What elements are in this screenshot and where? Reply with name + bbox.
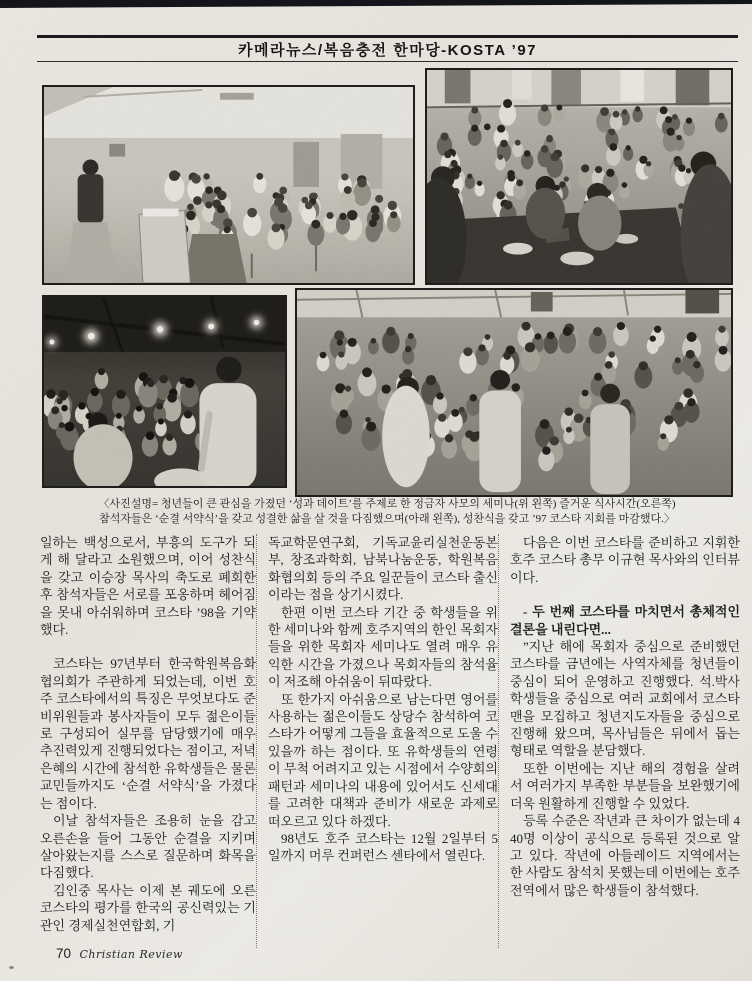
photo-caption xyxy=(34,497,740,526)
photo-seminar-top-left xyxy=(42,85,415,285)
communion-scene xyxy=(297,290,731,495)
interview-question: - 두 번째 코스타를 마치면서 총체적인 결론을 내린다면... xyxy=(510,604,740,637)
article-columns xyxy=(40,534,740,948)
photo-pledge-bottom-left xyxy=(42,295,287,488)
paragraph: 일하는 백성으로서, 부흥의 도구가 되게 해 달라고 소원했으며, 이어 성찬식을 갖고 이승장 목사의 축도로 폐회한 후 참석자들은 서로를 포옹하며 헤어짐을 못내 아쉬워하며 코스타 ’98을 기약했다. xyxy=(40,535,256,638)
paragraph: 한편 이번 코스타 기간 중 학생들을 위한 세미나와 함께 호주지역의 한인 목회자들을 위한 목회자 세미나도 열려 매우 유익한 시간을 가졌으나 목회자들의 참석율이 저조해 아쉬움이 뒤따랐다. xyxy=(268,604,498,690)
paragraph: ”지난 해에 목회자 중심으로 준비했던 코스타를 금년에는 사역자체를 청년들이 중심이 되어 운영하고 진행했다. 석.박사 학생들을 중심으로 여러 교회에서 코스타 맨을 모집하고 청년지도자들을 중심으로 진행해 왔으며, 목사님들은 뒤에서 돕는 형태로 역할을 분담했다. xyxy=(510,639,740,759)
paragraph: 등록 수준은 작년과 큰 차이가 없는데 440명 이상이 공식으로 등록된 것으로 알고 있다. 작년에 아들레이드 지역에서는 한 사람도 참석치 못했는데 이번에는 호주 전역에서 많은 학생들이 참석했다. xyxy=(510,813,740,898)
paragraph: 김인중 목사는 이제 본 궤도에 오른 코스타의 평가를 한국의 공신력있는 기관인 경제실천연합회, 기 xyxy=(40,882,256,933)
paragraph: 코스타는 97년부터 한국학원복음화협의회가 주관하게 되었는데, 이번 호주 코스타에서의 특징은 무엇보다도 준비위원들과 봉사자들이 모두 젊은이들로 구성되어 실무를 담당했기에 매우 추진력있게 진행되었다는 점이고, 저녁 은혜의 시간에 참석한 유학생들은 물론 교민들까지도 ‘순결 서약식’을 가졌다는 점이다. xyxy=(40,656,256,811)
paragraph: 또한 이번에는 지난 해의 경험을 살려서 여러가지 부족한 부분들을 보완했기에 더욱 원활하게 진행할 수 있었다. xyxy=(510,760,740,811)
photo-meal-top-right xyxy=(425,68,733,285)
pledge-scene xyxy=(44,297,285,486)
caption-line-2: 참석자들은 ‘순결 서약식’을 갖고 성결한 삶을 살 것을 다짐했으며(아래 왼쪽), 성찬식을 갖고 ’97 코스타 지회를 마감했다.〉 xyxy=(99,512,675,525)
paragraph: 이날 참석자들은 조용히 눈을 감고 오른손을 들어 그동안 순결을 지키며 살아왔는지를 스스로 질문하며 화목을 다짐했다. xyxy=(40,813,256,881)
scan-artifact-top-bar xyxy=(0,0,752,8)
seminar-scene xyxy=(44,87,413,283)
column-2 xyxy=(256,534,498,948)
caption-line-1: 〈사진설명= 청년들이 큰 관심을 가졌던 ‘성과 데이트’를 주제로 한 정금자 사모의 세미나(위 왼쪽) 즐거운 식사시간(오른쪽) xyxy=(98,498,676,510)
paragraph: 다음은 이번 코스타를 준비하고 지휘한 호주 코스타 총무 이규현 목사와의 인터뷰이다. xyxy=(510,535,740,585)
header-rule-bottom xyxy=(37,61,738,62)
footer-magazine-name: Christian Review xyxy=(79,948,183,961)
scan-artifact-speck xyxy=(9,966,14,969)
paragraph: 독교학문연구회, 기독교윤리실천운동본부, 창조과학회, 남북나눔운동, 학원복음화협의회 등의 주요 일꾼들이 코스타 출신이라는 점을 상기시켰다. xyxy=(268,535,498,603)
footer-page-number: 70 xyxy=(56,946,72,961)
column-1 xyxy=(40,534,256,948)
column-3 xyxy=(498,534,740,948)
photo-communion-bottom-right xyxy=(295,288,733,497)
paragraph: 98년도 호주 코스타는 12월 2일부터 5일까지 머루 컨퍼런스 센타에서 열린다. xyxy=(268,830,498,864)
paragraph: 또 한가지 아쉬움으로 남는다면 영어를 사용하는 젊은이들도 상당수 참석하여 코스타가 어떻게 그들을 효율적으로 도울 수 있을까 하는 점이다. 또 유학생들의 연령이 무척 어려지고 있는 시점에서 수양회의 패턴과 세미나의 내용에 있어서도 신세대를 고려한 대책과 준비가 새로운 과제로 떠오르고 있다 하겠다. xyxy=(268,691,498,829)
header-rule-top xyxy=(37,35,738,38)
page-footer xyxy=(56,945,183,963)
section-header-title: 카메라뉴스/복음충전 한마당-KOSTA ’97 xyxy=(237,42,538,59)
meal-scene xyxy=(427,70,731,283)
